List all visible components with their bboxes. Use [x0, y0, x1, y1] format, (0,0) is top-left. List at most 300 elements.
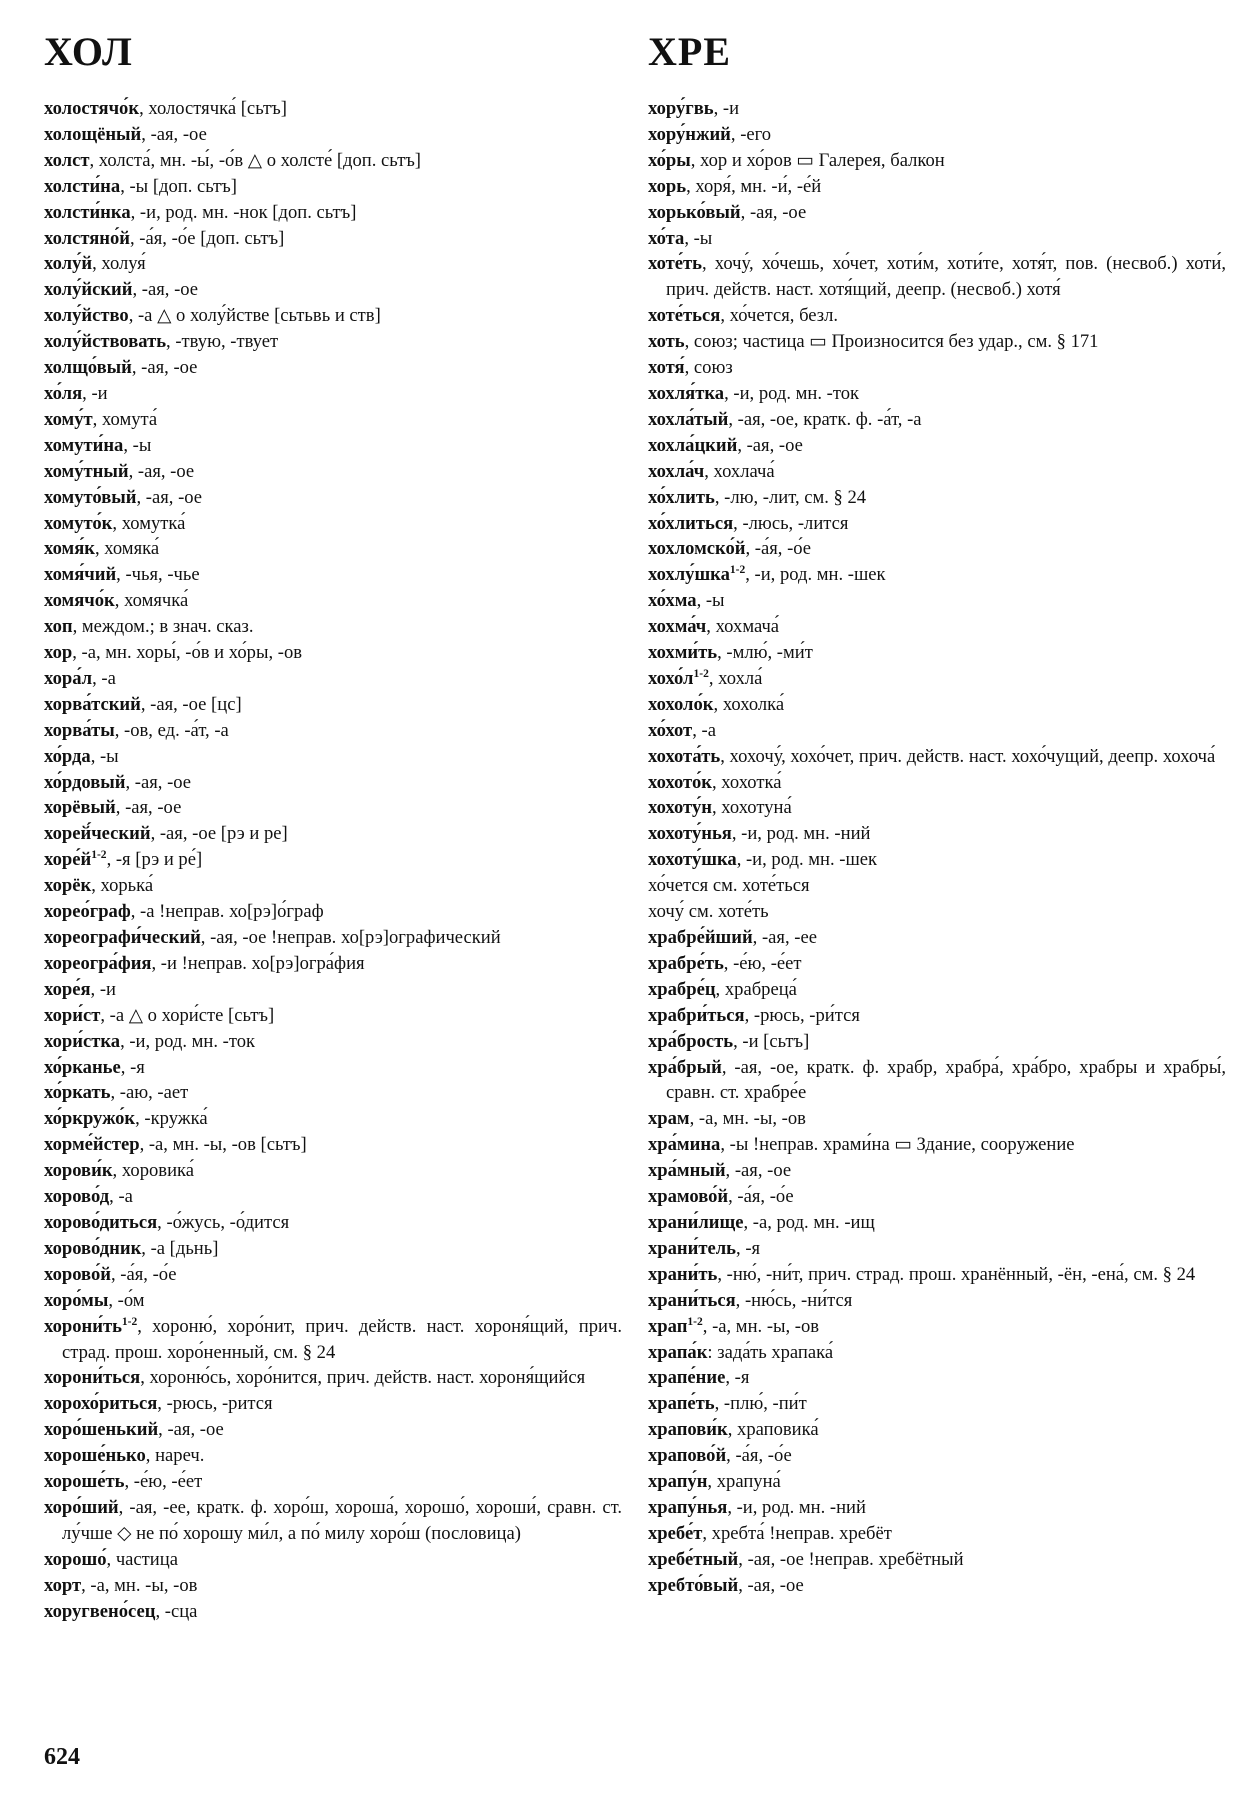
dictionary-entry — [648, 795, 1226, 821]
dictionary-entry — [44, 1003, 622, 1029]
headword: хо́ркать — [44, 1082, 111, 1104]
dictionary-column-right — [648, 96, 1226, 1599]
headword: хотя́ — [648, 357, 685, 379]
headword: холу́йствовать — [44, 331, 167, 353]
dictionary-entry — [44, 614, 622, 640]
dictionary-entry — [44, 821, 622, 847]
grammar-note: , хребта́ !неправ. хребёт — [702, 1522, 892, 1544]
grammar-note: , -ов, ед. -а́т, -а — [114, 719, 229, 741]
headword: храпу́нья — [648, 1496, 728, 1518]
headword: хо́ры — [648, 149, 691, 171]
grammar-note: , -е́ю, -е́ет — [124, 1471, 203, 1493]
grammar-note: , -ая, -ое [цс] — [140, 693, 242, 715]
dictionary-entry — [648, 1003, 1226, 1029]
dictionary-entry — [648, 200, 1226, 226]
headword: хохота́ть — [648, 745, 721, 767]
grammar-note: , -а — [109, 1186, 133, 1208]
grammar-note: , хохотуна́ — [711, 797, 792, 819]
homonym-index: 1-2 — [91, 849, 107, 862]
dictionary-entry — [648, 925, 1226, 951]
headword: хра́брость — [648, 1030, 734, 1052]
headword: храни́ть — [648, 1263, 718, 1285]
dictionary-entry — [44, 744, 622, 770]
dictionary-entry — [44, 1262, 622, 1288]
headword: холостячо́к — [44, 98, 140, 119]
headword: хомуто́к — [44, 512, 113, 534]
headword: хор — [44, 642, 73, 664]
dictionary-entry — [648, 873, 1226, 899]
headword: хомя́к — [44, 538, 95, 560]
grammar-note: , -и — [90, 978, 116, 1000]
headword: хори́стка — [44, 1030, 121, 1052]
dictionary-entry — [44, 1080, 622, 1106]
grammar-note: , -а́я, -о́е — [745, 538, 812, 560]
grammar-note: , хомута́ — [92, 408, 158, 430]
dictionary-entry — [44, 1391, 622, 1417]
headword: хорь — [648, 175, 687, 197]
grammar-note: , -а — [92, 667, 116, 689]
dictionary-entry — [648, 821, 1226, 847]
grammar-note: , -а △ о холу́йстве [сьтьвь и ств] — [128, 305, 381, 327]
headword: хори́ст — [44, 1004, 101, 1026]
headword: хороше́ть — [44, 1471, 125, 1493]
grammar-note: , -сца — [155, 1600, 198, 1622]
headword: хорово́й — [44, 1263, 111, 1285]
headword: хоро́мы — [44, 1289, 109, 1311]
page-number: 624 — [44, 1744, 80, 1770]
grammar-note: , -чья, -чье — [116, 564, 200, 586]
dictionary-entry — [648, 433, 1226, 459]
headword: храп — [648, 1315, 688, 1337]
headword: холсти́нка — [44, 201, 131, 223]
grammar-note: , -а — [692, 719, 716, 741]
dictionary-entry — [44, 1599, 622, 1625]
dictionary-entry — [44, 536, 622, 562]
dictionary-entry — [648, 1132, 1226, 1158]
dictionary-entry — [44, 1314, 622, 1366]
headword: хоро́шенький — [44, 1419, 159, 1441]
grammar-note: , междом.; в знач. сказ. — [72, 616, 254, 638]
dictionary-entry — [44, 1236, 622, 1262]
dictionary-entry — [648, 1210, 1226, 1236]
dictionary-entry — [648, 1236, 1226, 1262]
grammar-note: , -ая, -ое — [115, 797, 182, 819]
grammar-note: , -а !неправ. хо[рэ]о́граф — [130, 901, 324, 923]
dictionary-entry — [648, 1521, 1226, 1547]
dictionary-entry — [648, 381, 1226, 407]
headword: хомя́чий — [44, 564, 117, 586]
grammar-note: , -ая, -ое !неправ. хребётный — [738, 1548, 964, 1570]
headword: хорео́граф — [44, 901, 131, 923]
dictionary-entry — [648, 96, 1226, 122]
dictionary-entry — [648, 614, 1226, 640]
headword: храбре́ть — [648, 952, 724, 974]
grammar-note: , -а [дьнь] — [141, 1237, 219, 1259]
grammar-note: , -ая, -ое, кратк. ф. -а́т, -а — [728, 408, 922, 430]
dictionary-entry — [44, 1055, 622, 1081]
headword: храбре́йший — [648, 927, 753, 948]
grammar-note: , хомутка́ — [112, 512, 186, 534]
dictionary-entry — [44, 640, 622, 666]
dictionary-entry — [648, 562, 1226, 588]
grammar-note: , -плю́, -пи́т — [714, 1393, 807, 1415]
headword: хо́хлить — [648, 486, 715, 508]
dictionary-entry — [44, 718, 622, 744]
dictionary-entry — [44, 174, 622, 200]
headword: храмово́й — [648, 1186, 729, 1208]
headword: хорей́ческий — [44, 823, 151, 845]
headword: хра́брый — [648, 1056, 722, 1078]
dictionary-entry — [648, 977, 1226, 1003]
grammar-note: , -люсь, -лится — [733, 512, 849, 534]
grammar-note: , -ая, -ое — [125, 771, 192, 793]
dictionary-entry — [44, 1132, 622, 1158]
grammar-note: , -ая, -ее — [752, 927, 817, 948]
grammar-note: хо́чется см. хоте́ться — [648, 875, 810, 897]
grammar-note: , -и, род. мн. -ток — [120, 1030, 256, 1052]
headword: храпово́й — [648, 1445, 727, 1467]
grammar-note: , -о́жусь, -о́дится — [157, 1211, 290, 1233]
grammar-note: , -и, род. мн. -ний — [731, 823, 871, 845]
grammar-note: , -и, род. мн. -шек — [745, 564, 886, 586]
dictionary-entry — [648, 1547, 1226, 1573]
grammar-note: , союз; частица ▭ Произносится без удар., см. § 171 — [684, 331, 1099, 353]
dictionary-entry — [648, 122, 1226, 148]
headword: хорва́тский — [44, 693, 141, 715]
dictionary-entry — [648, 303, 1226, 329]
grammar-note: : зада́ть храпака́ — [707, 1341, 834, 1363]
dictionary-entry — [44, 1106, 622, 1132]
grammar-note: , -а́я, -о́е [доп. сьтъ] — [130, 227, 285, 249]
headword: хребе́т — [648, 1522, 703, 1544]
headword: холщо́вый — [44, 357, 132, 379]
grammar-note: , -е́ю, -е́ет — [723, 952, 802, 974]
dictionary-entry — [648, 899, 1226, 925]
grammar-note: , -ая, -ое — [128, 460, 195, 482]
headword: хорово́д — [44, 1186, 110, 1208]
grammar-note: , -а́я, -о́е — [110, 1263, 177, 1285]
dictionary-entry — [648, 1288, 1226, 1314]
grammar-note: , -лю, -лит, см. § 24 — [714, 486, 867, 508]
headword: храпу́н — [648, 1471, 708, 1493]
headword: хорёк — [44, 875, 92, 897]
headword: хорохо́риться — [44, 1393, 158, 1415]
dictionary-entry — [648, 1417, 1226, 1443]
grammar-note: , -а, род. мн. -ищ — [743, 1211, 875, 1233]
headword: хороше́нько — [44, 1445, 146, 1467]
homonym-index: 1-2 — [687, 1315, 703, 1328]
grammar-note: , -ы [доп. сьтъ] — [120, 175, 237, 197]
headword: хору́гвь — [648, 98, 714, 119]
headword: хохоту́нья — [648, 823, 732, 845]
dictionary-entry — [648, 588, 1226, 614]
grammar-note: , -а́я, -о́е — [726, 1445, 792, 1467]
grammar-note: , хоровика́ — [112, 1160, 195, 1182]
headword: хохла́цкий — [648, 434, 738, 456]
headword: хорёвый — [44, 797, 116, 819]
dictionary-entry — [44, 200, 622, 226]
headword: хо́рканье — [44, 1056, 121, 1078]
homonym-index: 1-2 — [121, 1315, 138, 1328]
dictionary-entry — [648, 226, 1226, 252]
grammar-note: , -а, мн. -ы, -ов — [702, 1315, 820, 1337]
dictionary-entry — [44, 511, 622, 537]
dictionary-entry — [648, 770, 1226, 796]
dictionary-entry — [44, 795, 622, 821]
grammar-note: , -ая, -ое, кратк. ф. храбр, храбра́, хра́бро, храбры и храбры́, сравн. ст. храбре́е — [666, 1056, 1226, 1104]
dictionary-entry — [648, 1158, 1226, 1184]
grammar-note: , хо́чется, безл. — [720, 305, 839, 327]
grammar-note: , -ая, -ое — [725, 1160, 792, 1182]
grammar-note: , -ая, -ое — [158, 1419, 224, 1441]
headword: хра́мина — [648, 1134, 721, 1156]
dictionary-entry — [44, 485, 622, 511]
dictionary-entry — [648, 251, 1226, 303]
headword: хорони́ть — [44, 1315, 122, 1337]
headword: храни́тель — [648, 1237, 737, 1259]
headword: холстяно́й — [44, 227, 130, 249]
headword: холу́йство — [44, 305, 129, 327]
running-head-right: ХРЕ — [648, 29, 731, 74]
dictionary-entry — [44, 329, 622, 355]
dictionary-entry — [44, 381, 622, 407]
dictionary-entry — [44, 1495, 622, 1547]
grammar-note: , -и, род. мн. -ток — [724, 382, 860, 404]
headword: холу́й — [44, 253, 93, 275]
grammar-note: , храбреца́ — [715, 978, 797, 1000]
grammar-note: , хочу́, хо́чешь, хо́чет, хоти́м, хоти́те, хотя́т, пов. (несвоб.) хоти́, прич. действ. наст. хотя́щий, деепр. (несвоб.) хотя́ — [666, 253, 1226, 301]
dictionary-entry — [44, 666, 622, 692]
dictionary-entry — [648, 951, 1226, 977]
headword: хору́нжий — [648, 123, 731, 145]
dictionary-entry — [648, 1443, 1226, 1469]
headword: хра́мный — [648, 1160, 726, 1182]
dictionary-entry — [44, 226, 622, 252]
grammar-note: , частица — [106, 1548, 178, 1570]
headword: хореографи́ческий — [44, 927, 201, 948]
grammar-note: , хохмача́ — [706, 616, 780, 638]
headword: хо́рда — [44, 745, 91, 767]
headword: хребто́вый — [648, 1574, 739, 1596]
dictionary-entry — [44, 925, 622, 951]
dictionary-entry — [44, 899, 622, 925]
dictionary-entry — [648, 1055, 1226, 1107]
grammar-note: , хоря́, мн. -и́, -е́й — [686, 175, 822, 197]
grammar-note: , -о́м — [108, 1289, 145, 1311]
grammar-note: , хор и хо́ров ▭ Галерея, балкон — [690, 149, 945, 171]
headword: хорт — [44, 1574, 82, 1596]
dictionary-entry — [44, 847, 622, 873]
grammar-note: , -и — [82, 382, 108, 404]
grammar-note: , союз — [684, 357, 733, 379]
dictionary-entry — [648, 640, 1226, 666]
headword: хомути́на — [44, 434, 124, 456]
grammar-note: , хороню́сь, хоро́нится, прич. действ. наст. хороня́щийся — [140, 1367, 586, 1389]
dictionary-entry — [44, 692, 622, 718]
grammar-note: , -рюсь, -рится — [157, 1393, 273, 1415]
dictionary-entry — [44, 251, 622, 277]
dictionary-entry — [648, 355, 1226, 381]
headword: хоре́я — [44, 978, 91, 1000]
dictionary-entry — [648, 329, 1226, 355]
dictionary-entry — [648, 718, 1226, 744]
grammar-note: , -а́я, -о́е — [728, 1186, 794, 1208]
dictionary-entry — [44, 951, 622, 977]
dictionary-entry — [648, 511, 1226, 537]
headword: хорово́диться — [44, 1211, 158, 1233]
dictionary-entry — [648, 1184, 1226, 1210]
dictionary-entry — [648, 1262, 1226, 1288]
headword: хо́та — [648, 227, 685, 249]
headword: хохоло́к — [648, 693, 714, 715]
grammar-note: , -ая, -ое — [737, 434, 803, 456]
headword: храм — [648, 1108, 690, 1130]
dictionary-entry — [44, 303, 622, 329]
headword: хорва́ты — [44, 719, 115, 741]
headword: хохо́л — [648, 667, 694, 689]
headword: хохла́ч — [648, 460, 705, 482]
dictionary-entry — [44, 873, 622, 899]
dictionary-entry — [44, 588, 622, 614]
homonym-index: 1-2 — [729, 564, 746, 577]
headword: хоп — [44, 616, 73, 638]
grammar-note: , -аю, -ает — [110, 1082, 189, 1104]
grammar-note: , -ы — [123, 434, 152, 456]
grammar-note: , -и [сьтъ] — [733, 1030, 810, 1052]
grammar-note: , хохлача́ — [704, 460, 775, 482]
headword: хохля́тка — [648, 382, 725, 404]
homonym-index: 1-2 — [693, 667, 709, 680]
headword: хо́рдовый — [44, 771, 126, 793]
grammar-note: , -ая, -ое [рэ и ре] — [150, 823, 288, 845]
grammar-note: , хохотка́ — [711, 771, 782, 793]
grammar-note: , хомяка́ — [94, 538, 160, 560]
dictionary-entry — [44, 1288, 622, 1314]
grammar-note: , -а, мн. хоры́, -о́в и хо́ры, -ов — [72, 642, 303, 664]
headword: холу́йский — [44, 279, 133, 301]
grammar-note: , -и !неправ. хо[рэ]огра́фия — [151, 952, 365, 974]
grammar-note: , -ая, -ое — [131, 357, 198, 379]
dictionary-entry — [44, 562, 622, 588]
dictionary-entry — [44, 277, 622, 303]
grammar-note: , хохла́ — [708, 667, 763, 689]
headword: хорошо́ — [44, 1548, 107, 1570]
grammar-note: , холуя́ — [92, 253, 146, 275]
dictionary-entry — [648, 1573, 1226, 1599]
grammar-note: , -а, мн. -ы, -ов [сьтъ] — [139, 1134, 307, 1156]
grammar-note: , -а △ о хори́сте [сьтъ] — [100, 1004, 275, 1026]
headword: храпови́к — [648, 1419, 728, 1441]
grammar-note: хочу́ см. хоте́ть — [648, 901, 769, 923]
dictionary-entry — [44, 1547, 622, 1573]
headword: холст — [44, 149, 90, 171]
headword: хорони́ться — [44, 1367, 141, 1389]
headword: хорме́йстер — [44, 1134, 140, 1156]
dictionary-entry — [648, 744, 1226, 770]
grammar-note: , -и, род. мн. -нок [доп. сьтъ] — [130, 201, 357, 223]
headword: хребе́тный — [648, 1548, 739, 1570]
grammar-note: , -а, мн. -ы, -ов — [689, 1108, 806, 1130]
headword: холощёный — [44, 123, 142, 145]
dictionary-entry — [648, 148, 1226, 174]
grammar-note: , -ая, -ое — [132, 279, 199, 301]
dictionary-entry — [648, 1106, 1226, 1132]
grammar-note: , -ы — [696, 590, 725, 612]
grammar-note: , -млю́, -ми́т — [717, 642, 813, 664]
grammar-note: , храповика́ — [727, 1419, 819, 1441]
grammar-note: , -я — [736, 1237, 761, 1259]
grammar-note: , -и, род. мн. -ний — [727, 1496, 866, 1518]
dictionary-entry — [648, 536, 1226, 562]
headword: хора́л — [44, 667, 93, 689]
dictionary-entry — [44, 407, 622, 433]
dictionary-entry — [44, 1365, 622, 1391]
headword: хохми́ть — [648, 642, 718, 664]
dictionary-entry — [44, 96, 622, 122]
grammar-note: , -ая, -ое — [136, 486, 203, 508]
headword: хо́хма — [648, 590, 697, 612]
headword: хоругвено́сец — [44, 1600, 156, 1622]
dictionary-entry — [648, 407, 1226, 433]
grammar-note: , -и — [713, 98, 740, 119]
grammar-note: , -ню́, -ни́т, прич. страд. прош. хранённый, -ён, -ена́, см. § 24 — [717, 1263, 1196, 1285]
grammar-note: , -твую, -твует — [166, 331, 279, 353]
headword: храпе́ние — [648, 1367, 726, 1389]
headword: хохлу́шка — [648, 564, 730, 586]
grammar-note: , -я [рэ и ре́] — [106, 849, 203, 871]
headword: хо́ля — [44, 382, 83, 404]
headword: хохма́ч — [648, 616, 707, 638]
headword: хохоту́шка — [648, 849, 737, 871]
headword: хохото́к — [648, 771, 712, 793]
grammar-note: , -кружка́ — [135, 1108, 208, 1130]
dictionary-entry — [648, 1469, 1226, 1495]
headword: хомячо́к — [44, 590, 115, 612]
grammar-note: , -ню́сь, -ни́тся — [735, 1289, 853, 1311]
grammar-note: , -его — [730, 123, 772, 145]
dictionary-entry — [648, 847, 1226, 873]
dictionary-entry — [648, 1029, 1226, 1055]
dictionary-entry — [648, 174, 1226, 200]
grammar-note: , -ы — [684, 227, 713, 249]
grammar-note: , нареч. — [145, 1445, 205, 1467]
headword: хо́хлиться — [648, 512, 734, 534]
grammar-note: , -ая, -ое — [740, 201, 807, 223]
dictionary-entry — [44, 977, 622, 1003]
grammar-note: , хохолка́ — [713, 693, 785, 715]
headword: хохломско́й — [648, 538, 746, 560]
grammar-note: , храпуна́ — [707, 1471, 781, 1493]
headword: храпа́к — [648, 1341, 708, 1363]
grammar-note: , -я — [725, 1367, 750, 1389]
grammar-note: , -и, род. мн. -шек — [736, 849, 878, 871]
dictionary-entry — [648, 1340, 1226, 1366]
grammar-note: , -ы !неправ. храми́на ▭ Здание, сооружение — [720, 1134, 1075, 1156]
dictionary-entry — [44, 770, 622, 796]
dictionary-entry — [44, 1210, 622, 1236]
dictionary-entry — [648, 485, 1226, 511]
headword: храпе́ть — [648, 1393, 715, 1415]
headword: холсти́на — [44, 175, 121, 197]
grammar-note: , -рюсь, -ри́тся — [744, 1004, 860, 1026]
running-head-left: ХОЛ — [44, 29, 133, 74]
grammar-note: , -ая, -ое — [738, 1574, 804, 1596]
dictionary-entry — [44, 355, 622, 381]
headword: хомуто́вый — [44, 486, 137, 508]
headword: храбре́ц — [648, 978, 716, 1000]
headword: хоре́й — [44, 849, 92, 871]
headword: хо́ркружо́к — [44, 1108, 136, 1130]
